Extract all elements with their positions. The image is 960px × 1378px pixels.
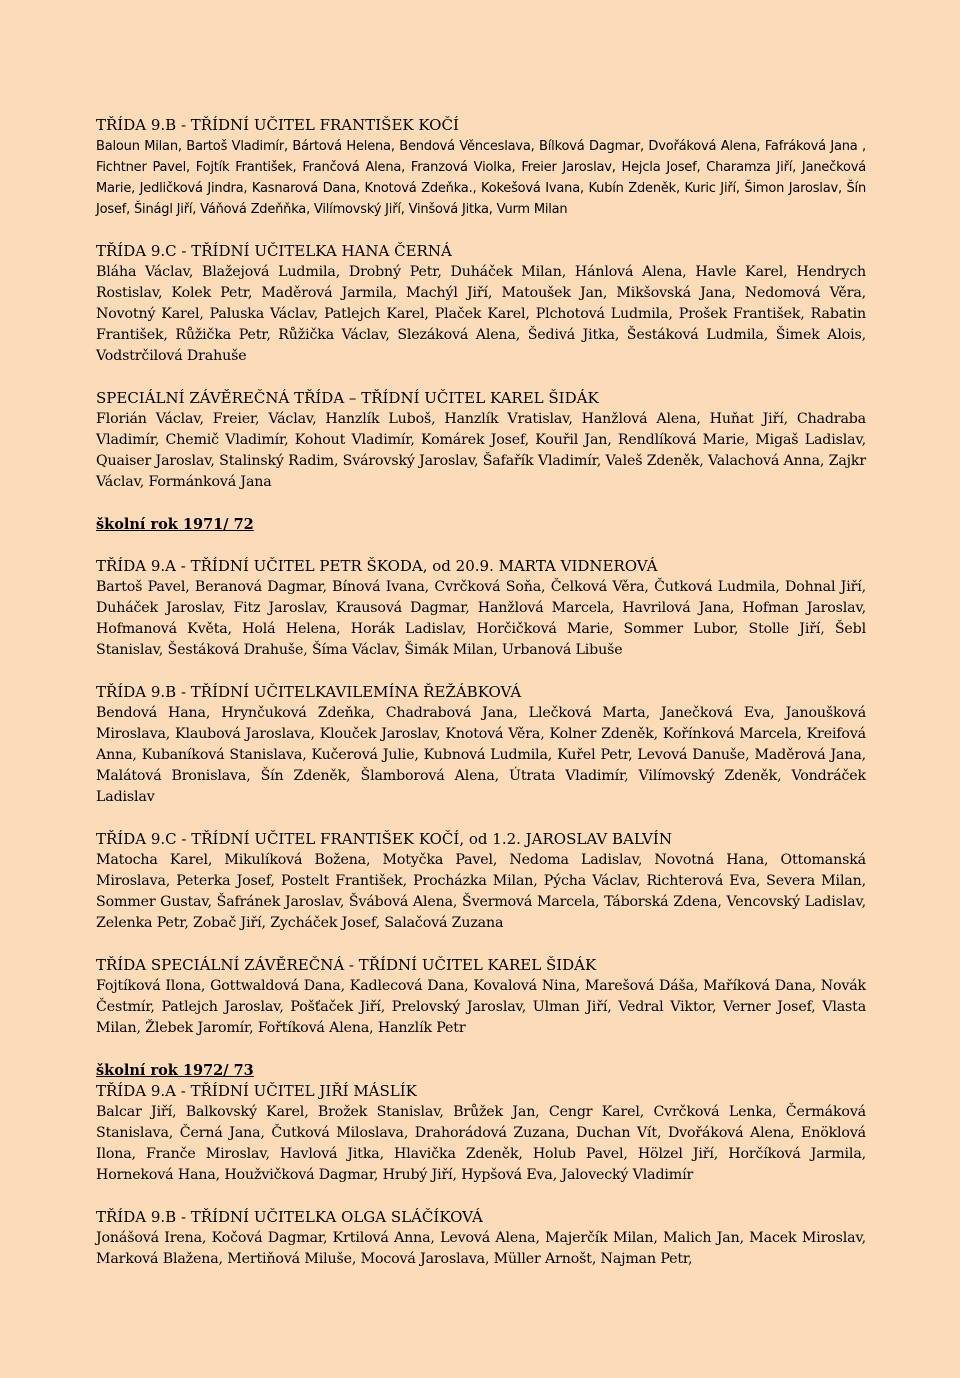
student-list: Jonášová Irena, Kočová Dagmar, Krtilová Anna, Levová Alena, Majerčík Milan, Malich Jan, Macek Miroslav, Marková Blažena, Mertiňová Miluše, Mocová Jaroslava, Müller Arnošt, Najman Petr, [96,1230,866,1267]
student-list: Baloun Milan, Bartoš Vladimír, Bártová Helena, Bendová Věnceslava, Bílková Dagmar, Dvořáková Alena, Fafráková Jana , Fichtner Pavel, Fojtík František, Frančová Alena, Franzová Violka, Freier Jaroslav, Hejcla Josef, Charamza Jiří, Janečková Marie, Jedličková Jindra, Kasnarová Dana, Knotová Zdeňka., Kokešová Ivana, Kubín Zdeněk, Kuric Jiří, Šimon Jaroslav, Šín Josef, Šinágl Jiří, Váňová Zdeňňka, Vilímovský Jiří, Vinšová Jitka, Vurm Milan [96,139,866,217]
section-9b-1970 [96,115,866,220]
class-heading: TŘÍDA SPECIÁLNÍ ZÁVĚREČNÁ - TŘÍDNÍ UČITEL KAREL ŠIDÁK [96,956,597,974]
section-9c-1971 [96,829,866,934]
school-year-heading: školní rok 1972/ 73 [96,1062,254,1079]
section-9b-1972 [96,1207,866,1270]
class-heading: TŘÍDA 9.C - TŘÍDNÍ UČITEL FRANTIŠEK KOČÍ, od 1.2. JAROSLAV BALVÍN [96,830,672,848]
class-heading: TŘÍDA 9.C - TŘÍDNÍ UČITELKA HANA ČERNÁ [96,242,452,260]
section-9c-1970 [96,241,866,367]
class-heading: TŘÍDA 9.B - TŘÍDNÍ UČITEL FRANTIŠEK KOČÍ [96,116,459,134]
class-heading: SPECIÁLNÍ ZÁVĚREČNÁ TŘÍDA – TŘÍDNÍ UČITEL KAREL ŠIDÁK [96,389,599,407]
school-year-heading: školní rok 1971/ 72 [96,516,254,533]
section-special-1970 [96,388,866,493]
section-special-1971 [96,955,866,1039]
student-list: Bartoš Pavel, Beranová Dagmar, Bínová Ivana, Cvrčková Soňa, Čelková Věra, Čutková Ludmila, Dohnal Jiří, Duháček Jaroslav, Fitz Jaroslav, Krausová Dagmar, Hanžlová Marcela, Havrilová Jana, Hofman Jaroslav, Hofmanová Květa, Holá Helena, Horák Ladislav, Horčičková Marie, Sommer Lubor, Stolle Jiří, Šebl Stanislav, Šestáková Drahuše, Šíma Václav, Šimák Milan, Urbanová Libuše [96,579,866,658]
student-list: Florián Václav, Freier, Václav, Hanzlík Luboš, Hanzlík Vratislav, Hanžlová Alena, Huňat Jiří, Chadraba Vladimír, Chemič Vladimír, Kohout Vladimír, Komárek Josef, Kouřil Jan, Rendlíková Marie, Migaš Ladislav, Quaiser Jaroslav, Stalinský Radim, Svárovský Jaroslav, Šafařík Vladimír, Valeš Zdeněk, Valachová Anna, Zajkr Václav, Formánková Jana [96,411,866,490]
section-9a-1972 [96,1081,866,1186]
student-list: Matocha Karel, Mikulíková Božena, Motyčka Pavel, Nedoma Ladislav, Novotná Hana, Ottomanská Miroslava, Peterka Josef, Postelt František, Procházka Milan, Pýcha Václav, Richterová Eva, Severa Milan, Sommer Gustav, Šafránek Jaroslav, Švábová Alena, Švermová Marcela, Táborská Zdena, Vencovský Ladislav, Zelenka Petr, Zobač Jiří, Zycháček Josef, Salačová Zuzana [96,852,866,931]
class-heading: TŘÍDA 9.A - TŘÍDNÍ UČITEL JIŘÍ MÁSLÍK [96,1082,417,1100]
class-heading: TŘÍDA 9.B - TŘÍDNÍ UČITELKAVILEMÍNA ŘEŽÁBKOVÁ [96,683,522,701]
student-list: Fojtíková Ilona, Gottwaldová Dana, Kadlecová Dana, Kovalová Nina, Marešová Dáša, Maříková Dana, Novák Čestmír, Patlejch Jaroslav, Pošťaček Jiří, Prelovský Jaroslav, Ulman Jiří, Vedral Viktor, Verner Josef, Vlasta Milan, Žlebek Jaromír, Fořtíková Alena, Hanzlík Petr [96,978,866,1036]
student-list: Bláha Václav, Blažejová Ludmila, Drobný Petr, Duháček Milan, Hánlová Alena, Havle Karel, Hendrych Rostislav, Kolek Petr, Maděrová Jarmila, Machýl Jiří, Matoušek Jan, Mikšovská Jana, Nedomová Věra, Novotný Karel, Paluska Václav, Patlejch Karel, Plaček Karel, Plchotová Ludmila, Prošek František, Rabatin František, Růžička Petr, Růžička Václav, Slezáková Alena, Šedivá Jitka, Šestáková Ludmila, Šimek Alois, Vodstrčilová Drahuše [96,264,866,364]
class-heading: TŘÍDA 9.A - TŘÍDNÍ UČITEL PETR ŠKODA, od 20.9. MARTA VIDNEROVÁ [96,557,658,575]
document-page [96,115,866,1270]
section-9b-1971 [96,682,866,808]
student-list: Balcar Jiří, Balkovský Karel, Brožek Stanislav, Brůžek Jan, Cengr Karel, Cvrčková Lenka, Čermáková Stanislava, Černá Jana, Čutková Miloslava, Drahorádová Zuzana, Duchan Vít, Dvořáková Alena, Enöklová Ilona, Franče Miroslav, Havlová Jitka, Hlavička Zdeněk, Holub Pavel, Hölzel Jiří, Horčíková Jarmila, Horneková Hana, Houžvičková Dagmar, Hrubý Jiří, Hypšová Eva, Jalovecký Vladimír [96,1104,866,1183]
student-list: Bendová Hana, Hrynčuková Zdeňka, Chadrabová Jana, Llečková Marta, Janečková Eva, Janoušková Miroslava, Klaubová Jaroslava, Klouček Jaroslav, Knotová Věra, Kolner Zdeněk, Kořínková Marcela, Kreifová Anna, Kubaníková Stanislava, Kučerová Julie, Kubnová Ludmila, Kuřel Petr, Levová Danuše, Maděrová Jana, Malátová Bronislava, Šín Zdeněk, Šlamborová Alena, Útrata Vladimír, Vilímovský Zdeněk, Vondráček Ladislav [96,705,866,805]
class-heading: TŘÍDA 9.B - TŘÍDNÍ UČITELKA OLGA SLÁČÍKOVÁ [96,1208,483,1226]
section-9a-1971 [96,556,866,661]
